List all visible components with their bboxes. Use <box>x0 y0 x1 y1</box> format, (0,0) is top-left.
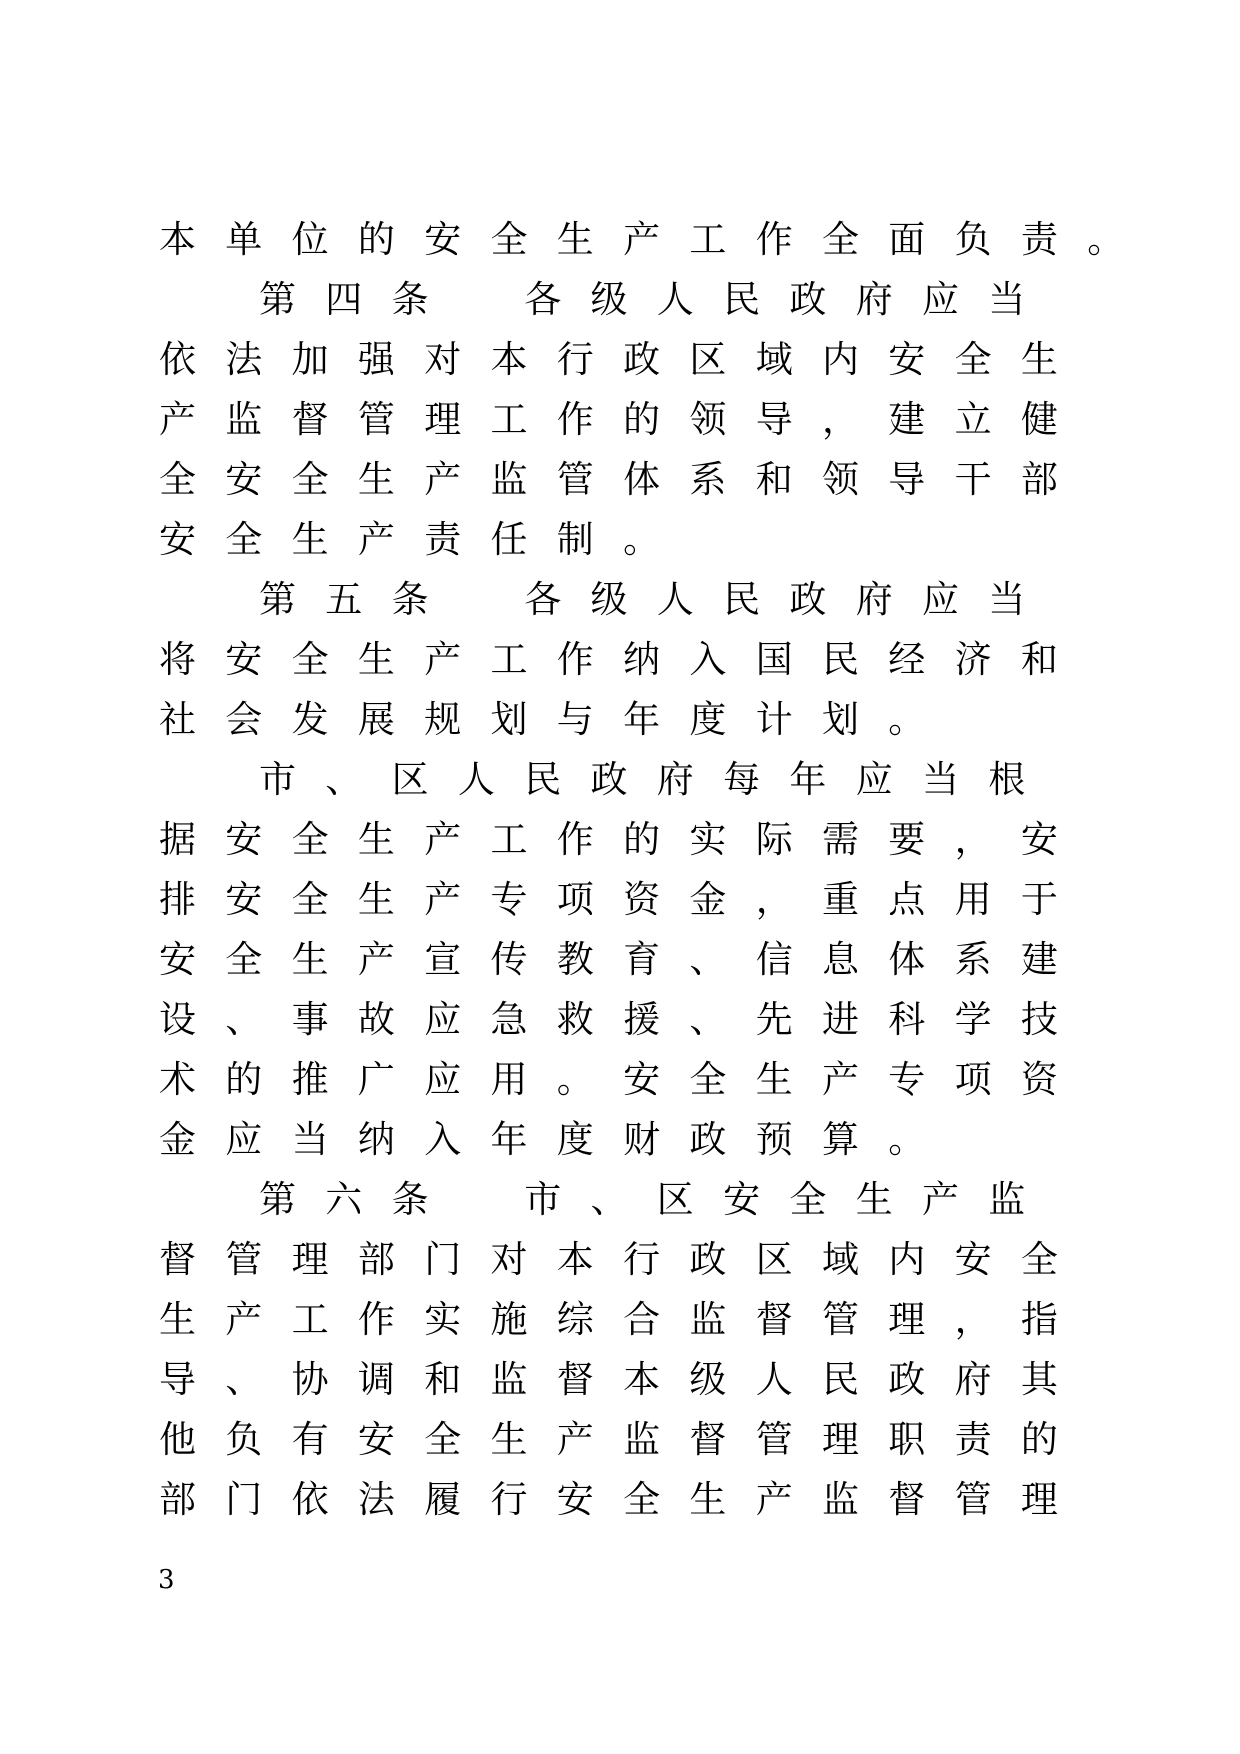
text-line: 安全生产责任制。 <box>159 518 690 561</box>
text-line: 第四条 各级人民政府应当 <box>259 278 1055 321</box>
page-number: 3 <box>158 1565 175 1595</box>
text-line: 市、区人民政府每年应当根 <box>259 758 1055 801</box>
text-line: 第六条 市、区安全生产监 <box>259 1178 1055 1221</box>
text-line: 据安全生产工作的实际需要，安 <box>159 818 1088 861</box>
text-line: 部门依法履行安全生产监督管理 <box>159 1478 1088 1521</box>
text-line: 生产工作实施综合监督管理，指 <box>159 1298 1088 1341</box>
text-line: 术的推广应用。安全生产专项资 <box>159 1058 1088 1101</box>
text-line: 本单位的安全生产工作全面负责。 <box>159 218 1154 261</box>
text-line: 产监督管理工作的领导，建立健 <box>159 398 1088 441</box>
text-line: 第五条 各级人民政府应当 <box>259 578 1055 621</box>
text-line: 他负有安全生产监督管理职责的 <box>159 1418 1088 1461</box>
text-line: 将安全生产工作纳入国民经济和 <box>159 638 1088 681</box>
text-line: 全安全生产监管体系和领导干部 <box>159 458 1088 501</box>
text-line: 安全生产宣传教育、信息体系建 <box>159 938 1088 981</box>
text-line: 金应当纳入年度财政预算。 <box>159 1118 955 1161</box>
text-line: 督管理部门对本行政区域内安全 <box>159 1238 1088 1281</box>
text-line: 依法加强对本行政区域内安全生 <box>159 338 1088 381</box>
text-line: 设、事故应急救援、先进科学技 <box>159 998 1088 1041</box>
text-line: 社会发展规划与年度计划。 <box>159 698 955 741</box>
text-line: 导、协调和监督本级人民政府其 <box>159 1358 1088 1401</box>
text-line: 排安全生产专项资金，重点用于 <box>159 878 1088 921</box>
